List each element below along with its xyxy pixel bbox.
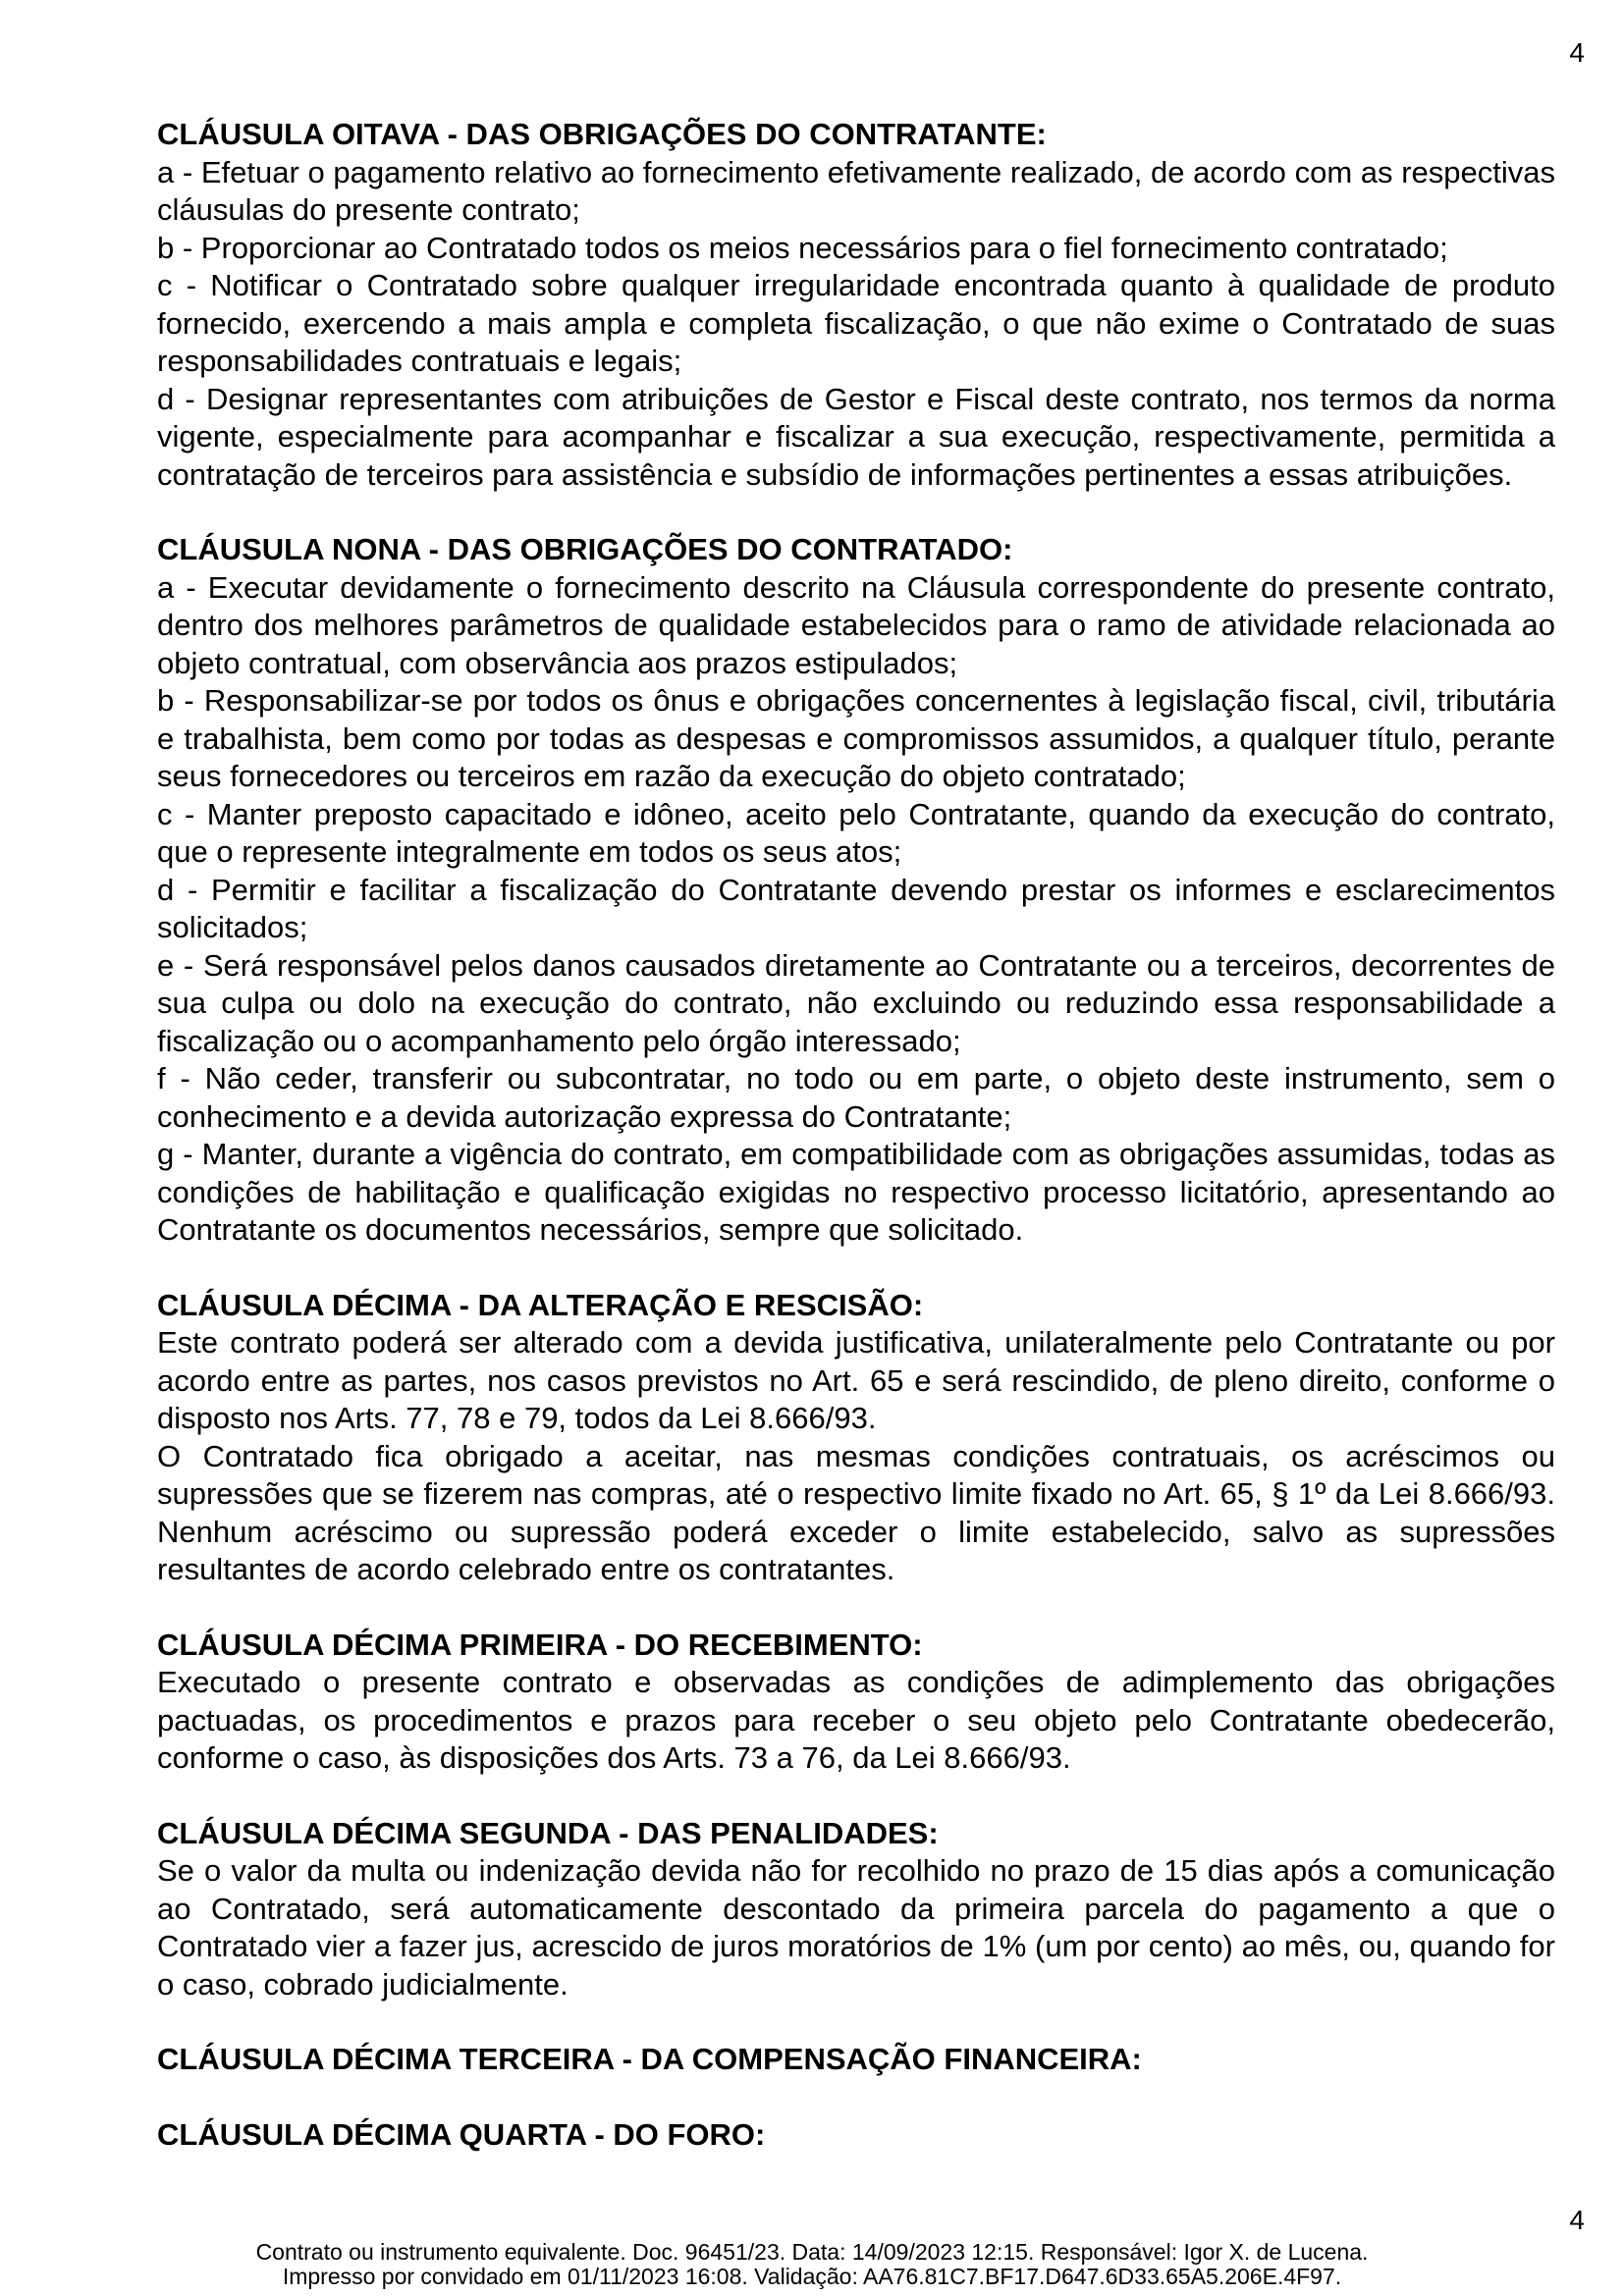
clause-title: CLÁUSULA DÉCIMA QUARTA - DO FORO: (157, 2116, 766, 2152)
clause-paragraph: g - Manter, durante a vigência do contrato, em compatibilidade com as obrigações assumidas, todas as condições de habilitação e qualificação exigidas no respectivo processo licitatório, apresentando ao Contratante os documentos necessários, sempre que solicitado. (157, 1137, 1555, 1247)
clause-paragraph: d - Designar representantes com atribuições de Gestor e Fiscal deste contrato, nos termos da norma vigente, especialmente para acompanhar e fiscalizar a sua execução, respectivamente, permitida a contratação de terceiros para assistência e subsídio de informações pertinentes a essas atribuições. (157, 381, 1555, 492)
clause-paragraph: Executado o presente contrato e observadas as condições de adimplemento das obrigações pactuadas, os procedimentos e prazos para receber o seu objeto pelo Contratante obedecerão, conforme o caso, às disposições dos Arts. 73 a 76, da Lei 8.666/93. (157, 1665, 1555, 1775)
clause-title: CLÁUSULA DÉCIMA PRIMEIRA - DO RECEBIMENTO: (157, 1627, 923, 1662)
clause-section (157, 116, 1555, 494)
clause-section (157, 1287, 1555, 1589)
clause-section (157, 531, 1555, 1250)
clause-paragraph: b - Proporcionar ao Contratado todos os meios necessários para o fiel fornecimento contratado; (157, 230, 1448, 265)
clause-paragraph: c - Manter preposto capacitado e idôneo, aceito pelo Contratante, quando da execução do contrato, que o represente integralmente em todos os seus atos; (157, 796, 1555, 869)
footer (0, 2240, 1624, 2289)
clause-title: CLÁUSULA DÉCIMA TERCEIRA - DA COMPENSAÇÃO FINANCEIRA: (157, 2042, 1142, 2076)
footer-validation-info: Impresso por convidado em 01/11/2023 16:08. Validação: AA76.81C7.BF17.D647.6D33.65A5.206E.4F97. (282, 2264, 1342, 2289)
clause-paragraph: Este contrato poderá ser alterado com a devida justificativa, unilateralmente pelo Contratante ou por acordo entre as partes, nos casos previstos no Art. 65 e será rescindido, de pleno direito, conforme o disposto nos Arts. 77, 78 e 79, todos da Lei 8.666/93. (157, 1325, 1555, 1435)
clause-paragraph: c - Notificar o Contratado sobre qualquer irregularidade encontrada quanto à qualidade de produto fornecido, exercendo a mais ampla e completa fiscalização, o que não exime o Contratado de suas responsabilidades contratuais e legais; (157, 268, 1555, 378)
clause-title: CLÁUSULA NONA - DAS OBRIGAÇÕES DO CONTRATADO: (157, 532, 1013, 566)
page-number-top: 4 (1569, 37, 1585, 68)
footer-document-info: Contrato ou instrumento equivalente. Doc. 96451/23. Data: 14/09/2023 12:15. Responsável: Igor X. de Lucena. (255, 2239, 1369, 2265)
clause-section (157, 1627, 1555, 1778)
clause-paragraph: f - Não ceder, transferir ou subcontratar, no todo ou em parte, o objeto deste instrumento, sem o conhecimento e a devida autorização expressa do Contratante; (157, 1061, 1555, 1134)
clause-title: CLÁUSULA DÉCIMA SEGUNDA - DAS PENALIDADES: (157, 1815, 939, 1850)
page-number-bottom: 4 (1569, 2205, 1585, 2235)
clause-title: CLÁUSULA DÉCIMA - DA ALTERAÇÃO E RESCISÃO: (157, 1287, 924, 1322)
document-body (157, 116, 1555, 2191)
clause-section (157, 1815, 1555, 2004)
clause-paragraph: b - Responsabilizar-se por todos os ônus e obrigações concernentes à legislação fiscal, civil, tributária e trabalhista, bem como por todas as despesas e compromissos assumidos, a qualquer título, perante seus fornecedores ou terceiros em razão da execução do objeto contratado; (157, 683, 1555, 793)
clause-section (157, 2116, 1555, 2155)
clause-paragraph: e - Será responsável pelos danos causados diretamente ao Contratante ou a terceiros, decorrentes de sua culpa ou dolo na execução do contrato, não excluindo ou reduzindo essa responsabilidade a fiscalização ou o acompanhamento pelo órgão interessado; (157, 947, 1555, 1058)
clause-paragraph: a - Efetuar o pagamento relativo ao fornecimento efetivamente realizado, de acordo com as respectivas cláusulas do presente contrato; (157, 154, 1555, 227)
clause-paragraph: Se o valor da multa ou indenização devida não for recolhido no prazo de 15 dias após a comunicação ao Contratado, será automaticamente descontado da primeira parcela do pagamento a que o Contratado vier a fazer jus, acrescido de juros moratórios de 1% (um por cento) ao mês, ou, quando for o caso, cobrado judicialmente. (157, 1853, 1555, 2002)
clause-paragraph: a - Executar devidamente o fornecimento descrito na Cláusula correspondente do presente contrato, dentro dos melhores parâmetros de qualidade estabelecidos para o ramo de atividade relacionada ao objeto contratual, com observância aos prazos estipulados; (157, 569, 1555, 680)
clause-paragraph: O Contratado fica obrigado a aceitar, nas mesmas condições contratuais, os acréscimos ou supressões que se fizerem nas compras, até o respectivo limite fixado no Art. 65, § 1º da Lei 8.666/93. Nenhum acréscimo ou supressão poderá exceder o limite estabelecido, salvo as supressões resultantes de acordo celebrado entre os contratantes. (157, 1438, 1555, 1586)
clause-title: CLÁUSULA OITAVA - DAS OBRIGAÇÕES DO CONTRATANTE: (157, 117, 1047, 151)
clause-section (157, 2041, 1555, 2079)
clause-paragraph: d - Permitir e facilitar a fiscalização do Contratante devendo prestar os informes e esclarecimentos solicitados; (157, 872, 1555, 944)
